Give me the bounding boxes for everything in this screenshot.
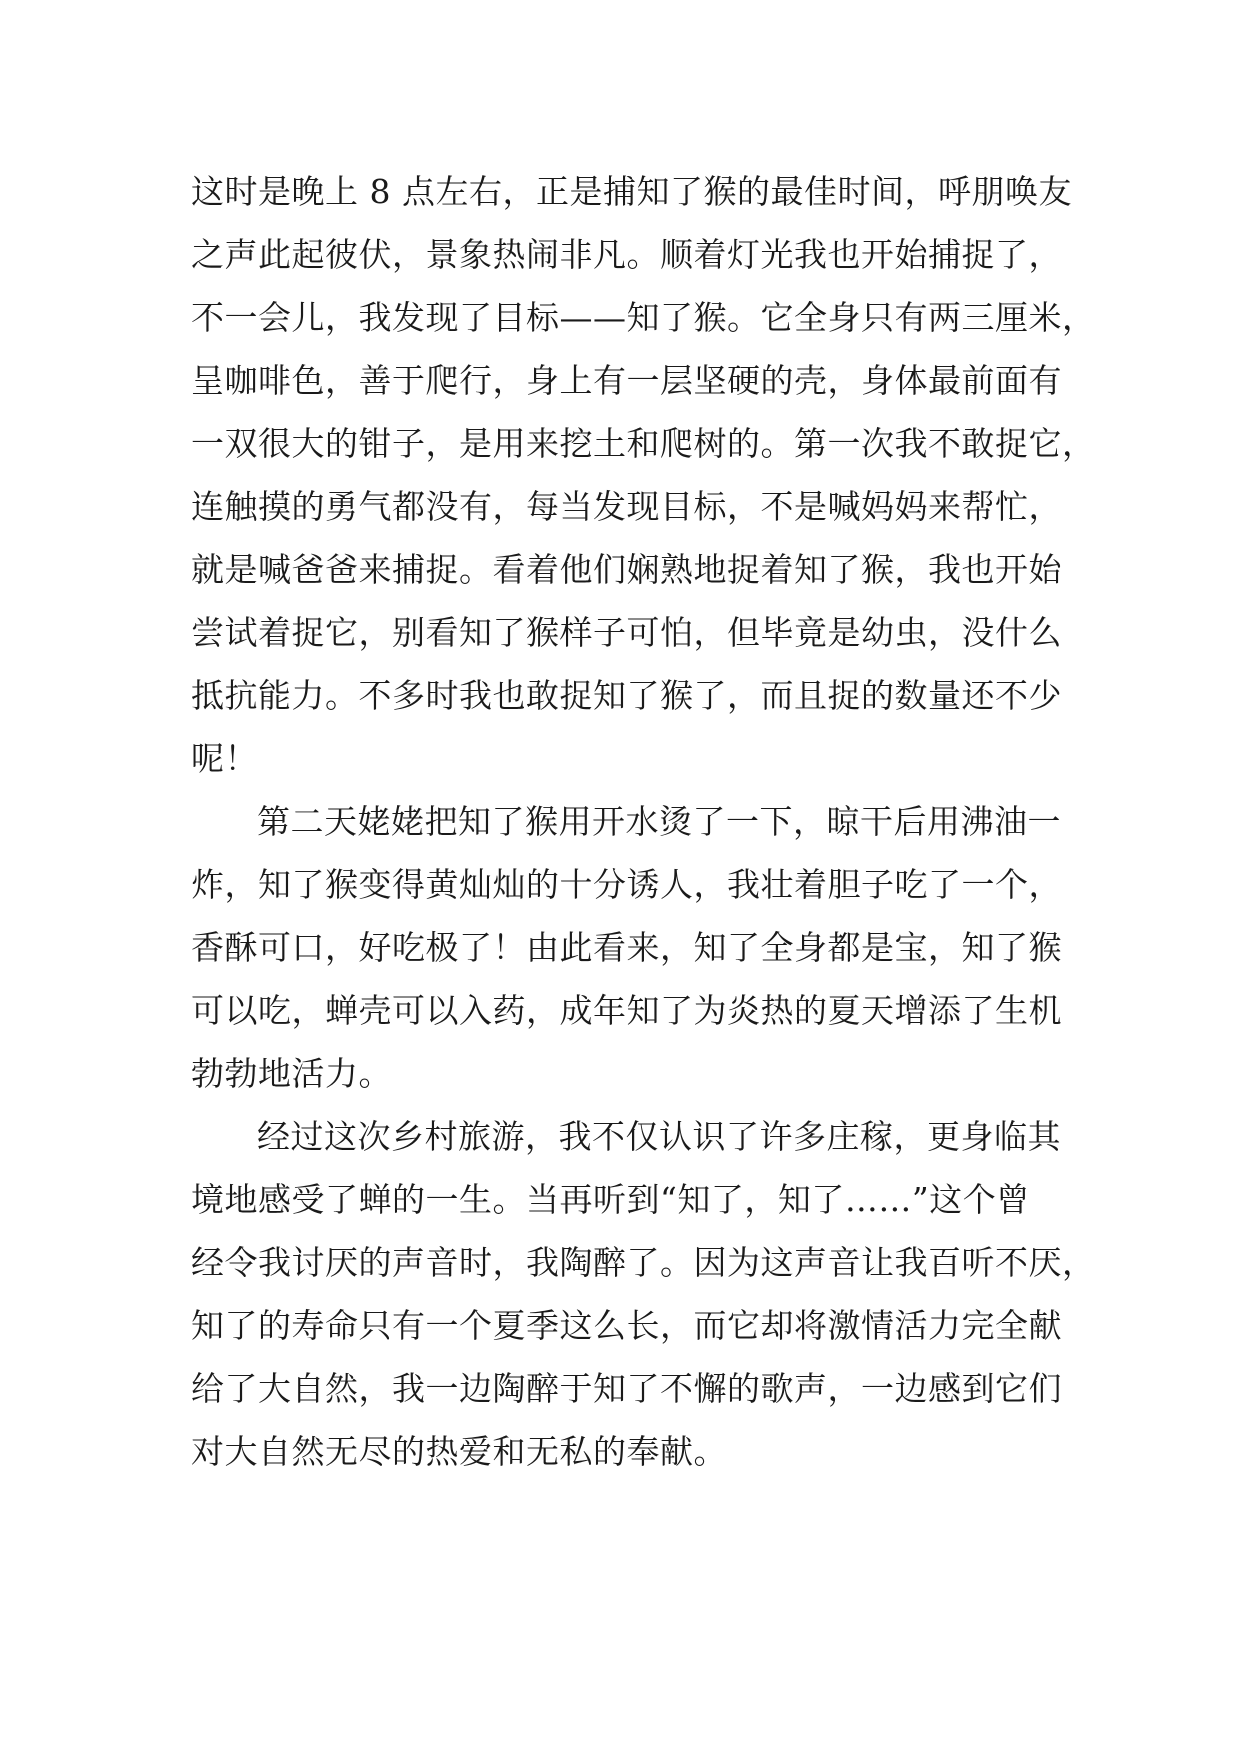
text-line: 一双很大的钳子，是用来挖土和爬树的。第一次我不敢捉它， xyxy=(191,424,1096,463)
text-line: 炸，知了猴变得黄灿灿的十分诱人，我壮着胆子吃了一个， xyxy=(191,865,1062,904)
text-line: 知了的寿命只有一个夏季这么长，而它却将激情活力完全献 xyxy=(191,1306,1062,1345)
text-line: 第二天姥姥把知了猴用开水烫了一下，晾干后用沸油一 xyxy=(257,802,1061,841)
text-line: 尝试着捉它，别看知了猴样子可怕，但毕竟是幼虫，没什么 xyxy=(191,613,1062,652)
text-line: 可以吃，蝉壳可以入药，成年知了为炎热的夏天增添了生机 xyxy=(191,991,1062,1030)
text-line: 经过这次乡村旅游，我不仅认识了许多庄稼，更身临其 xyxy=(257,1117,1061,1156)
text-line: 这时是晚上 8 点左右，正是捕知了猴的最佳时间，呼朋唤友 xyxy=(191,172,1072,211)
text-line: 给了大自然，我一边陶醉于知了不懈的歌声，一边感到它们 xyxy=(191,1369,1062,1408)
text-line: 香酥可口，好吃极了！由此看来，知了全身都是宝，知了猴 xyxy=(191,928,1062,967)
text-line: 境地感受了蝉的一生。当再听到“知了，知了……”这个曾 xyxy=(191,1180,1030,1219)
text-line: 呢！ xyxy=(191,739,258,778)
text-line: 连触摸的勇气都没有，每当发现目标，不是喊妈妈来帮忙， xyxy=(191,487,1062,526)
text-line: 勃勃地活力。 xyxy=(191,1054,392,1093)
text-line: 呈咖啡色，善于爬行，身上有一层坚硬的壳，身体最前面有 xyxy=(191,361,1062,400)
text-line: 经令我讨厌的声音时，我陶醉了。因为这声音让我百听不厌， xyxy=(191,1243,1096,1282)
text-line: 就是喊爸爸来捕捉。看着他们娴熟地捉着知了猴，我也开始 xyxy=(191,550,1062,589)
body-text xyxy=(191,160,1096,1483)
text-line: 之声此起彼伏，景象热闹非凡。顺着灯光我也开始捕捉了， xyxy=(191,235,1062,274)
text-line: 抵抗能力。不多时我也敢捉知了猴了，而且捉的数量还不少 xyxy=(191,676,1062,715)
text-line: 对大自然无尽的热爱和无私的奉献。 xyxy=(191,1432,727,1471)
text-line: 不一会儿，我发现了目标——知了猴。它全身只有两三厘米， xyxy=(191,298,1096,337)
